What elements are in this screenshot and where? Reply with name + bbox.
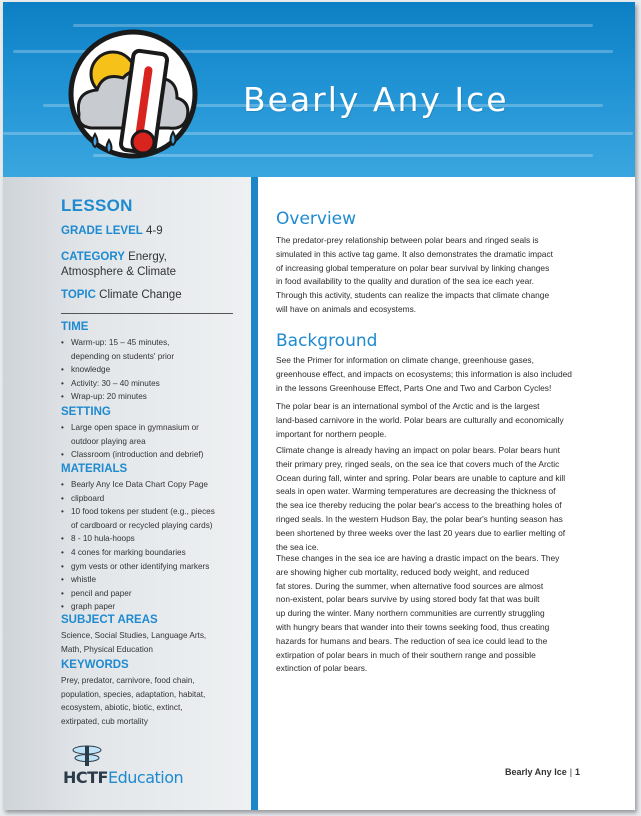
list-item: • graph paper	[61, 602, 116, 612]
time-heading: TIME	[61, 321, 89, 333]
category-value-1: Energy,	[128, 251, 167, 263]
list-item: • 10 food tokens per student (e.g., pieces	[61, 507, 215, 517]
banner-title: Bearly Any Ice	[243, 80, 509, 119]
dragonfly-icon	[63, 740, 193, 770]
time-list	[61, 336, 241, 404]
grade-level	[61, 224, 241, 239]
overview-paragraph: The predator-prey relationship between polar bears and ringed seals is simulated in this active tag game. It also demonstrates the dramatic impact of increasing global temperature on polar bear survival by linking changes in food availability to the quality and duration of the sea ice each year. Through this activity, students can realize the impacts that climate change will have on animals and ecosystems.	[276, 235, 553, 314]
category-value-2: Atmosphere & Climate	[61, 266, 177, 278]
background-paragraph-4: These changes in the sea ice are having a drastic impact on the bears. They are showing higher cub mortality, reduced body weight, and reduced fat stores. During the summer, when alternative food sources are almost non-existent, polar bears survive by using stored body fat that was built up during the winter. Many northern communities are currently struggling with hungry bears that wander into their towns seeking food, thus creating hazards for humans and bears. The reduction of sea ice could lead to the extirpation of polar bears in much of their southern range and possible extinction of polar bears.	[276, 553, 560, 674]
footer: Bearly Any Ice | 1	[505, 767, 581, 777]
list-item: • 4 cones for marking boundaries	[61, 547, 186, 557]
banner	[3, 2, 635, 177]
list-item: depending on students' prior	[71, 351, 175, 361]
subject-areas-text: Science, Social Studies, Language Arts, Math, Physical Education	[61, 631, 207, 654]
page-number: 1	[575, 767, 581, 777]
list-item: • whistle	[61, 575, 97, 585]
setting-heading: SETTING	[61, 406, 111, 418]
list-item: • Large open space in gymnasium or	[61, 423, 199, 432]
list-item: • 8 - 10 hula-hoops	[61, 534, 135, 544]
topic	[61, 288, 241, 303]
list-item: • Bearly Any Ice Data Chart Copy Page	[61, 480, 208, 489]
lesson-heading: LESSON	[61, 196, 133, 215]
keywords-text: Prey, predator, carnivore, food chain, population, species, adaptation, habitat, ecosystem, abiotic, biotic, extinct, extirpated, cub mortality	[61, 676, 206, 726]
list-item: of cardboard or recycled playing cards)	[71, 520, 213, 530]
keywords-heading: KEYWORDS	[61, 659, 129, 671]
list-item: • knowledge	[61, 365, 111, 375]
setting-list	[61, 421, 241, 462]
page	[3, 2, 635, 810]
subject-areas-heading: SUBJECT AREAS	[61, 614, 158, 626]
grade-level-value: 4-9	[146, 225, 163, 237]
thermometer-weather-icon	[61, 22, 211, 172]
list-item: • Warm-up: 15 – 45 minutes,	[61, 338, 170, 347]
grade-level-label: GRADE LEVEL	[61, 225, 143, 237]
topic-label: TOPIC	[61, 289, 96, 301]
background-paragraph-3: Climate change is already having an impact on polar bears. Polar bears hunt their primary prey, ringed seals, on the sea ice that covers much of the Arctic Ocean during fall, winter and spring. Polar bears are unable to capture and kill seals in open water. Warming temperatures are decreasing the thickness of the sea ice thereby reducing the polar bear's access to the breathing holes of ringed seals. In the western Hudson Bay, the polar bear's hunting season has been shortened by three weeks over the last 20 years due to earlier melting of the sea ice.	[276, 445, 566, 552]
topic-value: Climate Change	[99, 289, 182, 301]
list-item: • clipboard	[61, 493, 105, 503]
list-item: • Classroom (introduction and debrief)	[61, 450, 204, 460]
list-item: • Activity: 30 – 40 minutes	[61, 378, 160, 388]
materials-heading: MATERIALS	[61, 463, 128, 475]
category	[61, 250, 241, 280]
category-label: CATEGORY	[61, 251, 125, 263]
hctf-education-logo: HCTFEducation	[63, 768, 184, 787]
sidebar-rule	[61, 313, 233, 314]
background-heading: Background	[276, 331, 378, 351]
materials-list	[61, 478, 241, 614]
list-item: • Wrap-up: 20 minutes	[61, 392, 147, 402]
background-paragraph-1: See the Primer for information on climate change, greenhouse gases, greenhouse effect, and impacts on ecosystems; this information is also included in the lessons Greenhouse Effect, Parts One and Two and Carbon Cycles!	[276, 355, 572, 393]
sidebar-divider	[251, 177, 258, 810]
footer-title: Bearly Any Ice	[505, 767, 567, 777]
overview-heading: Overview	[276, 209, 357, 229]
background-paragraph-2: The polar bear is an international symbol of the Arctic and is the largest land-based carnivore in the world. Polar bears are culturally and economically important for northern people.	[276, 401, 564, 439]
list-item: • gym vests or other identifying markers	[61, 561, 210, 571]
list-item: • pencil and paper	[61, 588, 132, 598]
list-item: outdoor playing area	[71, 436, 146, 446]
